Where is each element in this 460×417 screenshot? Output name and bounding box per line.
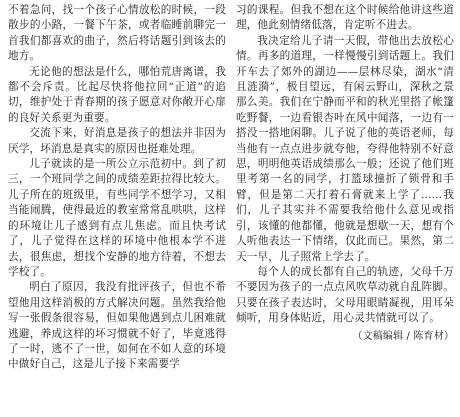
paragraph: 交流下来，好消息是孩子的想法并非因为厌学，坏消息是真实的原因也挺难处理。 <box>8 127 226 155</box>
paragraph: 无论他的想法是什么，哪怕荒唐离谱，我都不会斥责。比起尽快将他拉回“正道”的追切，维护处于青春期的孩子愿意对你敞开心扉的良好关系更为重要。 <box>8 65 226 124</box>
paragraph: 儿子就读的是一所公立示范初中。到了初三，一个班同学之间的成绩差距拉得比较大。儿子所在的班级里，有些同学不想学习，又相当能闹腾，使得最近的教室常常乱哄哄，这样的环境让儿子感到有点儿焦虑。而且快考试了，儿子觉得在这样的环境中他根本学不进去，很焦虑，想找个安静的地方待着，不想去学校了。 <box>8 158 226 278</box>
paragraph: 明白了原因，我没有批评孩子，但也不希望他用这样消极的方式解决问题。虽然我给他写一张假条很容易，但如果他遇到点儿困难就逃避，养成这样的坏习惯就不好了，毕竟逃得了一时，逃不了一世，如何在不如人意的环境中做好自己，这是儿子接下来需要学 <box>8 281 226 371</box>
left-column <box>8 3 226 413</box>
right-column <box>236 3 454 413</box>
paragraph: 习的课程。但我不想在这个时候给他讲这些道理，他此刻情绪低落，肯定听不进去。 <box>236 4 454 32</box>
editor-credit: （文稿编辑 / 陈育材） <box>352 330 454 342</box>
paragraph: 我决定给儿子请一天假，带他出去放松心情。再多的道理，一样慢慢引到话题上。我们开车去了郊外的湖边——层林尽染，湖水“清且涟漪”，极目望远，有闲云野山，深秋之景那么美。我们在宁静而平和的秋光里搭了帐篷吃野餐，一边看银杏叶在风中闻落，一边有一搭没一搭地闲聊。儿子说了他的英语老师，每当他有一点点进步就夸他，夸得他特别不好意思，明明他英语成绩那么一般；还说了他们班里考第一名的同学，打篮球撞折了锁骨和手臂，但是第二天打着石膏就来上学了……我们，儿子其实并不需要我给他什么意见或指引，该懂的他都懂，他就是想歇一天，想有个人听他表达一下情绪，仅此而已。果然，第二天一早，儿子照常上学去了。 <box>236 34 454 263</box>
paragraph: 不着急问，找一个孩子心情放松的时候，一段散步的小路，一餐下午茶，或者临睡前聊完一首我们都喜欢的曲子，然后将话题引到该去的地方。 <box>8 4 226 63</box>
paragraph: 每个人的成长都有自己的轨迹，父母千万不要因为孩子的一点点风吹草动就自乱阵脚。只要在孩子表达时，父母用眼睛凝视，用耳朵倾听，用身体贴近，用心灵共情就可以了。 <box>236 265 454 325</box>
